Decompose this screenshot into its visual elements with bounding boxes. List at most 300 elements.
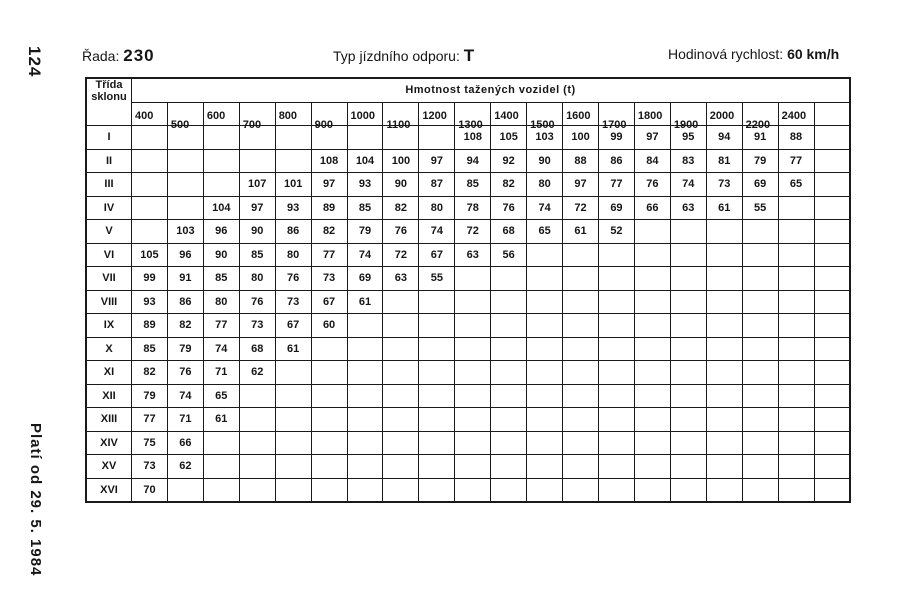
table-row xyxy=(86,384,850,408)
speed-value-cell: 62 xyxy=(167,455,203,479)
speed-value-cell xyxy=(491,267,527,291)
gradient-class-cell: VI xyxy=(86,243,132,267)
speed-value-cell xyxy=(491,408,527,432)
speed-value-cell: 99 xyxy=(132,267,168,291)
speed-value-cell xyxy=(167,149,203,173)
gradient-class-cell: X xyxy=(86,337,132,361)
series-value: 230 xyxy=(123,46,155,65)
speed-value-cell xyxy=(778,337,814,361)
speed-value-cell: 94 xyxy=(455,149,491,173)
speed-value-cell xyxy=(311,478,347,502)
speed-value-cell: 77 xyxy=(311,243,347,267)
speed-value-cell xyxy=(706,220,742,244)
speed-value-cell: 73 xyxy=(239,314,275,338)
gradient-class-cell: XV xyxy=(86,455,132,479)
speed-value-cell xyxy=(670,267,706,291)
speed-value-cell: 66 xyxy=(634,196,670,220)
speed-value-cell xyxy=(383,314,419,338)
speed-value-cell xyxy=(778,243,814,267)
mass-value: 1200 xyxy=(422,109,447,122)
speed-value-cell: 97 xyxy=(311,173,347,197)
speed-value-cell xyxy=(491,290,527,314)
speed-value-cell: 63 xyxy=(455,243,491,267)
speed-value-cell: 85 xyxy=(239,243,275,267)
mass-column-header xyxy=(311,102,347,131)
speed-value-cell xyxy=(742,290,778,314)
speed-value-cell xyxy=(742,384,778,408)
speed-value-cell: 80 xyxy=(239,267,275,291)
table-row xyxy=(86,196,850,220)
mass-value: 1300 xyxy=(458,118,483,131)
speed-value-cell xyxy=(383,384,419,408)
speed-value-cell xyxy=(634,290,670,314)
speed-value-cell: 100 xyxy=(383,149,419,173)
speed-value-cell: 74 xyxy=(167,384,203,408)
speed-value-cell xyxy=(563,314,599,338)
speed-value-cell xyxy=(706,337,742,361)
table-row xyxy=(86,314,850,338)
speed-value-cell: 82 xyxy=(383,196,419,220)
speed-value-cell xyxy=(347,337,383,361)
speed-value-cell xyxy=(347,384,383,408)
speed-value-cell: 89 xyxy=(311,196,347,220)
speed-value-cell xyxy=(598,408,634,432)
mass-value: 2000 xyxy=(709,109,735,122)
speed-value-cell xyxy=(563,384,599,408)
speed-value-cell xyxy=(527,243,563,267)
speed-value-cell xyxy=(347,478,383,502)
speed-value-cell: 55 xyxy=(419,267,455,291)
mass-column-header xyxy=(239,102,275,131)
speed-value-cell xyxy=(563,431,599,455)
page-number: 124 xyxy=(25,46,44,78)
speed-value-cell: 97 xyxy=(419,149,455,173)
speed-value-cell: 61 xyxy=(347,290,383,314)
speed-value-cell: 79 xyxy=(132,384,168,408)
speed-value-cell xyxy=(275,126,311,150)
speed-value-cell: 62 xyxy=(239,361,275,385)
speed-value-cell xyxy=(491,337,527,361)
speed-value-cell xyxy=(670,455,706,479)
speed-value-cell xyxy=(670,361,706,385)
speed-value-cell: 85 xyxy=(132,337,168,361)
speed-value-cell: 73 xyxy=(311,267,347,291)
speed-value-cell: 83 xyxy=(670,149,706,173)
speed-value-cell: 103 xyxy=(167,220,203,244)
speed-value-cell xyxy=(742,361,778,385)
speed-value-cell xyxy=(814,431,850,455)
speed-value-cell xyxy=(419,384,455,408)
speed-value-cell xyxy=(491,361,527,385)
speed-value-cell xyxy=(742,314,778,338)
mass-column-header xyxy=(706,102,742,126)
gradient-class-cell: XIV xyxy=(86,431,132,455)
speed-value-cell: 67 xyxy=(275,314,311,338)
speed-value-cell xyxy=(132,173,168,197)
speed-value-cell: 105 xyxy=(132,243,168,267)
speed-value-cell xyxy=(455,408,491,432)
speed-value-cell xyxy=(527,337,563,361)
mass-value: 400 xyxy=(135,109,154,122)
speed-value-cell xyxy=(275,455,311,479)
speed-value-cell: 97 xyxy=(634,126,670,150)
speed-value-cell: 87 xyxy=(419,173,455,197)
table-row xyxy=(86,173,850,197)
speed-value-cell xyxy=(814,126,850,150)
speed-value-cell: 71 xyxy=(203,361,239,385)
speed-value-cell xyxy=(742,337,778,361)
speed-value-cell xyxy=(383,361,419,385)
gradient-class-cell: II xyxy=(86,149,132,173)
speed-value-cell: 96 xyxy=(203,220,239,244)
mass-column-header xyxy=(742,102,778,131)
mass-column-header xyxy=(275,102,311,126)
speed-value-cell xyxy=(311,361,347,385)
speed-value-cell xyxy=(419,337,455,361)
gradient-class-cell: V xyxy=(86,220,132,244)
speed-value-cell xyxy=(527,361,563,385)
table-row xyxy=(86,149,850,173)
speed-value-cell xyxy=(132,196,168,220)
speed-value-cell xyxy=(814,290,850,314)
speed-value-cell xyxy=(634,361,670,385)
speed-value-cell xyxy=(455,361,491,385)
mass-value: 600 xyxy=(206,109,226,122)
gradient-class-cell: I xyxy=(86,126,132,150)
speed-value-cell xyxy=(670,337,706,361)
speed-value-cell: 73 xyxy=(275,290,311,314)
speed-value-cell xyxy=(778,478,814,502)
speed-value-cell xyxy=(670,314,706,338)
table-row xyxy=(86,220,850,244)
speed-value-cell: 77 xyxy=(132,408,168,432)
speed-value-cell: 75 xyxy=(132,431,168,455)
speed-value-cell xyxy=(598,243,634,267)
speed-value-cell xyxy=(203,149,239,173)
speed-value-cell: 69 xyxy=(742,173,778,197)
speed-value-cell: 69 xyxy=(598,196,634,220)
mass-column-header xyxy=(527,102,563,131)
speed-value-cell xyxy=(203,431,239,455)
speed-value-cell xyxy=(239,408,275,432)
speed-value-cell xyxy=(419,408,455,432)
speed-value-cell: 77 xyxy=(778,149,814,173)
speed-value-cell xyxy=(275,384,311,408)
speed-value-cell xyxy=(742,267,778,291)
speed-value-cell xyxy=(347,408,383,432)
speed-value-cell: 76 xyxy=(491,196,527,220)
speed-value-cell xyxy=(527,314,563,338)
speed-value-cell xyxy=(742,220,778,244)
table-row xyxy=(86,337,850,361)
mass-value: 1500 xyxy=(530,118,555,131)
speed-value-cell xyxy=(383,408,419,432)
speed-value-cell xyxy=(706,384,742,408)
speed-value-cell xyxy=(706,431,742,455)
speed-value-cell xyxy=(814,267,850,291)
speed-value-cell xyxy=(455,478,491,502)
mass-column-header xyxy=(670,102,706,131)
mass-value: 900 xyxy=(314,118,333,131)
speed-value-cell xyxy=(563,337,599,361)
speed-value-cell: 99 xyxy=(598,126,634,150)
speed-value-cell: 95 xyxy=(670,126,706,150)
speed-value-cell: 84 xyxy=(634,149,670,173)
speed-value-cell: 89 xyxy=(132,314,168,338)
gradient-class-cell: XIII xyxy=(86,408,132,432)
speed-value-cell xyxy=(167,196,203,220)
speed-value-cell: 100 xyxy=(563,126,599,150)
speed-value-cell xyxy=(347,361,383,385)
mass-header-row xyxy=(86,102,850,126)
speed-value-cell xyxy=(634,384,670,408)
table-row xyxy=(86,243,850,267)
table-title-row xyxy=(86,78,850,102)
load-table xyxy=(85,77,851,503)
speed-value-cell xyxy=(563,408,599,432)
speed-value-cell xyxy=(598,384,634,408)
table-row xyxy=(86,478,850,502)
mass-column-header xyxy=(491,102,527,126)
speed-value-cell: 61 xyxy=(706,196,742,220)
speed-value-cell xyxy=(455,314,491,338)
mass-column-header xyxy=(132,102,168,126)
series-header xyxy=(82,46,155,66)
speed-value-cell xyxy=(527,267,563,291)
speed-value-cell: 81 xyxy=(706,149,742,173)
speed-value-cell xyxy=(814,408,850,432)
speed-label: Hodinová rychlost: xyxy=(668,46,784,62)
speed-value-cell xyxy=(634,455,670,479)
speed-value-cell: 61 xyxy=(203,408,239,432)
speed-value-cell xyxy=(563,243,599,267)
speed-value-cell: 80 xyxy=(419,196,455,220)
speed-value-cell: 72 xyxy=(455,220,491,244)
speed-value: 60 km/h xyxy=(787,46,840,62)
speed-value-cell: 90 xyxy=(383,173,419,197)
speed-value-cell xyxy=(706,314,742,338)
gradient-class-cell: XI xyxy=(86,361,132,385)
mass-column-header xyxy=(634,102,670,126)
speed-value-cell: 85 xyxy=(203,267,239,291)
speed-value-cell: 97 xyxy=(563,173,599,197)
mass-value: 2200 xyxy=(745,118,771,131)
speed-value-cell xyxy=(455,455,491,479)
speed-value-cell xyxy=(634,314,670,338)
speed-value-cell xyxy=(419,431,455,455)
speed-header xyxy=(668,46,839,62)
speed-value-cell xyxy=(742,431,778,455)
speed-value-cell xyxy=(706,455,742,479)
gradient-class-cell: XII xyxy=(86,384,132,408)
speed-value-cell xyxy=(706,361,742,385)
speed-value-cell xyxy=(275,431,311,455)
speed-value-cell xyxy=(598,431,634,455)
speed-value-cell: 76 xyxy=(383,220,419,244)
speed-value-cell xyxy=(706,267,742,291)
mass-column-header xyxy=(814,102,850,126)
speed-value-cell xyxy=(311,384,347,408)
speed-value-cell xyxy=(634,431,670,455)
speed-value-cell: 82 xyxy=(167,314,203,338)
mass-header: Hmotnost tažených vozidel (t) xyxy=(132,78,851,102)
speed-value-cell xyxy=(563,290,599,314)
speed-value-cell: 76 xyxy=(634,173,670,197)
speed-value-cell: 74 xyxy=(670,173,706,197)
speed-value-cell: 80 xyxy=(275,243,311,267)
speed-value-cell xyxy=(311,408,347,432)
speed-value-cell: 70 xyxy=(132,478,168,502)
speed-value-cell xyxy=(275,478,311,502)
speed-value-cell xyxy=(742,243,778,267)
speed-value-cell: 65 xyxy=(527,220,563,244)
speed-value-cell xyxy=(814,173,850,197)
table-body xyxy=(86,126,850,503)
speed-value-cell xyxy=(527,408,563,432)
speed-value-cell xyxy=(419,361,455,385)
speed-value-cell: 90 xyxy=(527,149,563,173)
speed-value-cell xyxy=(239,431,275,455)
class-header-line-1: Třída xyxy=(95,79,123,91)
speed-value-cell: 107 xyxy=(239,173,275,197)
speed-value-cell xyxy=(563,361,599,385)
speed-value-cell: 67 xyxy=(311,290,347,314)
gradient-class-cell: III xyxy=(86,173,132,197)
speed-value-cell: 82 xyxy=(491,173,527,197)
table-row xyxy=(86,361,850,385)
speed-value-cell xyxy=(455,337,491,361)
mass-value: 1400 xyxy=(494,109,519,122)
speed-value-cell: 88 xyxy=(778,126,814,150)
speed-value-cell xyxy=(778,408,814,432)
speed-value-cell: 80 xyxy=(203,290,239,314)
mass-value: 1000 xyxy=(350,109,376,122)
mass-column-header xyxy=(598,102,634,131)
class-column-header xyxy=(86,78,132,126)
speed-value-cell xyxy=(598,478,634,502)
speed-value-cell: 105 xyxy=(491,126,527,150)
speed-value-cell: 55 xyxy=(742,196,778,220)
series-label: Řada: xyxy=(82,48,120,64)
speed-value-cell: 82 xyxy=(311,220,347,244)
speed-value-cell: 79 xyxy=(167,337,203,361)
speed-value-cell xyxy=(239,384,275,408)
speed-value-cell: 90 xyxy=(239,220,275,244)
speed-value-cell xyxy=(311,455,347,479)
speed-value-cell: 79 xyxy=(347,220,383,244)
speed-value-cell xyxy=(634,243,670,267)
speed-value-cell: 88 xyxy=(563,149,599,173)
speed-value-cell: 94 xyxy=(706,126,742,150)
speed-value-cell xyxy=(814,455,850,479)
speed-value-cell xyxy=(670,384,706,408)
speed-value-cell xyxy=(455,267,491,291)
speed-value-cell xyxy=(203,126,239,150)
speed-value-cell xyxy=(742,478,778,502)
speed-value-cell: 86 xyxy=(598,149,634,173)
speed-value-cell xyxy=(203,478,239,502)
speed-value-cell xyxy=(132,220,168,244)
speed-value-cell xyxy=(203,173,239,197)
speed-value-cell xyxy=(383,431,419,455)
speed-value-cell xyxy=(634,478,670,502)
speed-value-cell xyxy=(239,455,275,479)
speed-value-cell: 72 xyxy=(383,243,419,267)
speed-value-cell: 74 xyxy=(419,220,455,244)
speed-value-cell: 61 xyxy=(563,220,599,244)
resistance-header xyxy=(333,46,474,66)
speed-value-cell xyxy=(634,408,670,432)
speed-value-cell: 97 xyxy=(239,196,275,220)
speed-value-cell xyxy=(778,314,814,338)
mass-column-header xyxy=(563,102,599,126)
speed-value-cell xyxy=(670,290,706,314)
table-row xyxy=(86,290,850,314)
mass-value: 800 xyxy=(278,109,298,122)
speed-value-cell: 79 xyxy=(742,149,778,173)
speed-value-cell: 74 xyxy=(527,196,563,220)
speed-value-cell: 65 xyxy=(778,173,814,197)
speed-value-cell xyxy=(670,478,706,502)
gradient-class-cell: IX xyxy=(86,314,132,338)
gradient-class-cell: VII xyxy=(86,267,132,291)
speed-value-cell: 101 xyxy=(275,173,311,197)
mass-value: 700 xyxy=(242,118,262,131)
speed-value-cell xyxy=(491,384,527,408)
mass-value: 1600 xyxy=(566,109,591,122)
speed-value-cell xyxy=(275,408,311,432)
mass-column-header xyxy=(383,102,419,131)
speed-value-cell: 74 xyxy=(203,337,239,361)
speed-value-cell: 76 xyxy=(275,267,311,291)
speed-value-cell: 93 xyxy=(275,196,311,220)
speed-value-cell xyxy=(383,290,419,314)
speed-value-cell xyxy=(132,126,168,150)
speed-value-cell xyxy=(347,455,383,479)
table-row xyxy=(86,431,850,455)
speed-value-cell: 92 xyxy=(491,149,527,173)
speed-value-cell xyxy=(311,337,347,361)
speed-value-cell xyxy=(778,290,814,314)
speed-value-cell xyxy=(563,267,599,291)
table-row xyxy=(86,408,850,432)
speed-value-cell xyxy=(455,384,491,408)
speed-value-cell: 77 xyxy=(203,314,239,338)
speed-value-cell xyxy=(634,220,670,244)
speed-value-cell xyxy=(527,478,563,502)
speed-value-cell: 85 xyxy=(347,196,383,220)
speed-value-cell xyxy=(814,149,850,173)
speed-value-cell xyxy=(814,384,850,408)
speed-value-cell xyxy=(563,455,599,479)
speed-value-cell xyxy=(706,408,742,432)
speed-value-cell xyxy=(814,196,850,220)
speed-value-cell: 85 xyxy=(455,173,491,197)
table-row xyxy=(86,455,850,479)
speed-value-cell xyxy=(527,455,563,479)
speed-value-cell xyxy=(419,455,455,479)
speed-value-cell xyxy=(491,431,527,455)
speed-value-cell: 104 xyxy=(347,149,383,173)
speed-value-cell xyxy=(598,314,634,338)
speed-value-cell: 67 xyxy=(419,243,455,267)
mass-column-header xyxy=(203,102,239,126)
speed-value-cell xyxy=(419,478,455,502)
speed-value-cell: 71 xyxy=(167,408,203,432)
speed-value-cell xyxy=(634,267,670,291)
speed-value-cell xyxy=(778,455,814,479)
speed-value-cell xyxy=(383,337,419,361)
